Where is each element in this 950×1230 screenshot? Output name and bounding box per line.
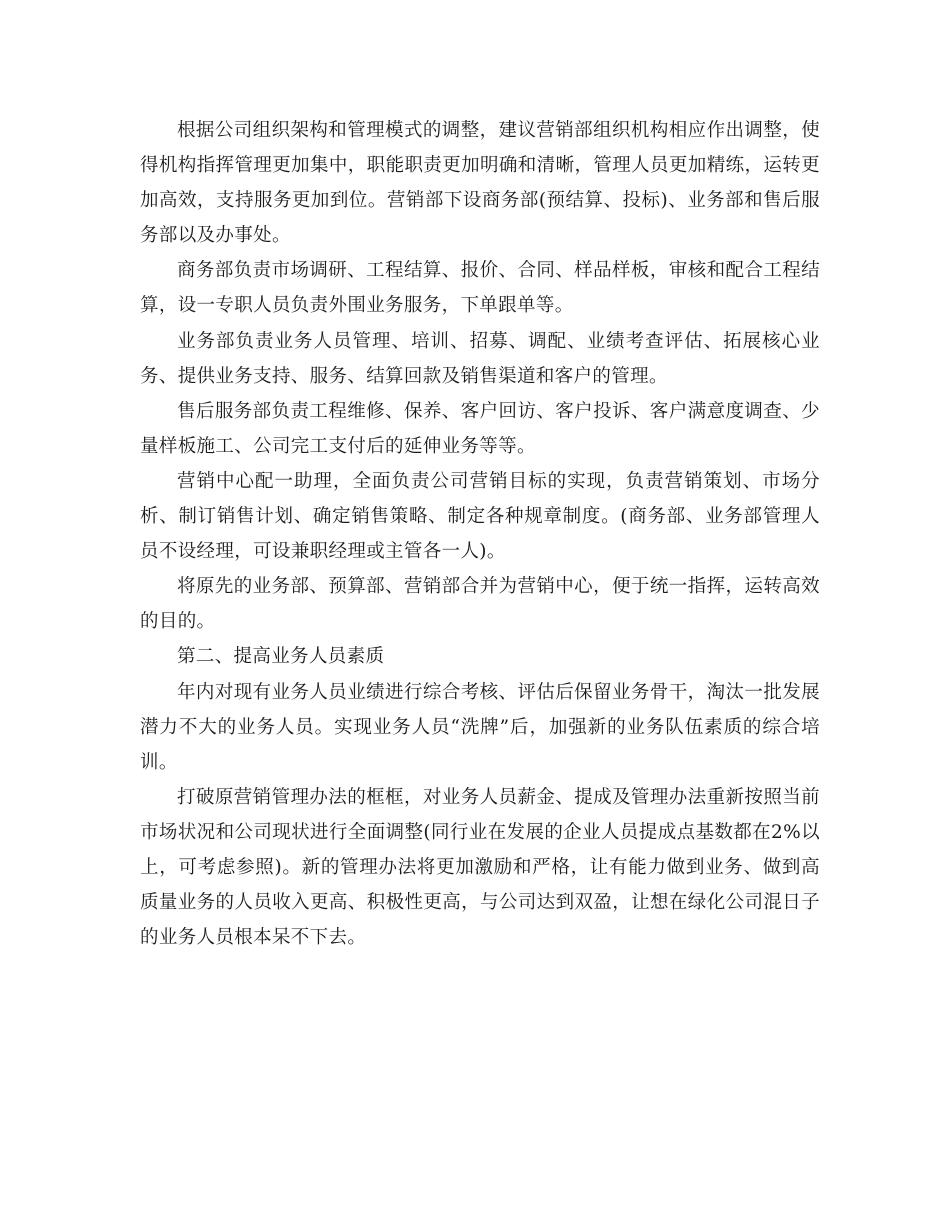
paragraph-merge-departments: 将原先的业务部、预算部、营销部合并为营销中心，便于统一指挥，运转高效的目的。 [140,576,820,633]
paragraph-business-dept: 业务部负责业务人员管理、培训、招募、调配、业绩考查评估、拓展核心业务、提供业务支持、服务、结算回款及销售渠道和客户的管理。 [140,330,820,387]
paragraph-compensation-reform: 打破原营销管理办法的框框，对业务人员薪金、提成及管理办法重新按照当前市场状况和公司现状进行全面调整(同行业在发展的企业人员提成点基数都在2%以上，可考虑参照)。新的管理办法将更加激励和严格，让有能力做到业务、做到高质量业务的人员收入更高、积极性更高，与公司达到双盈，让想在绿化公司混日子的业务人员根本呆不下去。 [140,786,820,949]
paragraph-marketing-assistant: 营销中心配一助理，全面负责公司营销目标的实现，负责营销策划、市场分析、制订销售计划、确定销售策略、制定各种规章制度。(商务部、业务部管理人员不设经理，可设兼职经理或主管各一人)。 [140,470,820,563]
paragraph-staff-assessment: 年内对现有业务人员业绩进行综合考核、评估后保留业务骨干，淘汰一批发展潜力不大的业务人员。实现业务人员“洗牌”后，加强新的业务队伍素质的综合培训。 [140,681,820,773]
paragraph-after-sales-dept: 售后服务部负责工程维修、保养、客户回访、客户投诉、客户满意度调查、少量样板施工、公司完工支付后的延伸业务等等。 [140,400,820,457]
document-body [140,113,820,955]
paragraph-commerce-dept: 商务部负责市场调研、工程结算、报价、合同、样品样板，审核和配合工程结算，设一专职人员负责外围业务服务，下单跟单等。 [140,260,820,317]
paragraph-org-adjustment: 根据公司组织架构和管理模式的调整，建议营销部组织机构相应作出调整，使得机构指挥管理更加集中，职能职责更加明确和清晰，管理人员更加精练，运转更加高效，支持服务更加到位。营销部下设商务部(预结算、投标)、业务部和售后服务部以及办事处。 [140,120,820,247]
section-heading: 第二、提高业务人员素质 [177,646,385,668]
